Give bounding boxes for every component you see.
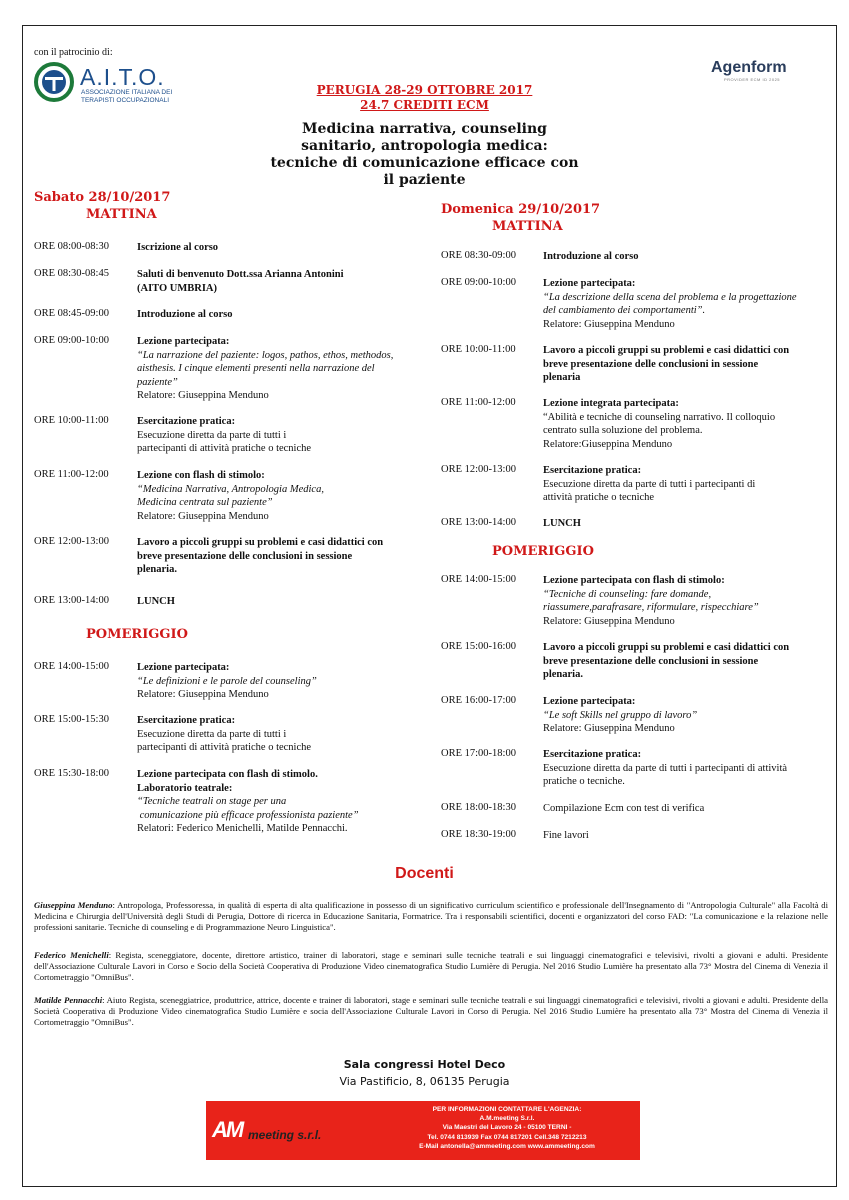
event-date: PERUGIA 28-29 OTTOBRE 2017 [316,83,533,97]
session-time: ORE 09:00-10:00 [34,335,109,346]
session-desc: Iscrizione al corso [137,242,219,253]
session-desc: Esercitazione pratica: Esecuzione diretta da parte di tutti i partecipanti di attività pratiche o tecniche [543,465,756,503]
session-desc: LUNCH [543,518,581,529]
session-time: ORE 08:00-08:30 [34,241,109,252]
session-desc: Introduzione al corso [137,309,233,320]
session-desc: Lezione partecipata: “Le definizioni e le parole del counseling” Relatore: Giuseppina Menduno [137,662,317,700]
session-time: ORE 13:00-14:00 [441,517,516,528]
session-time: ORE 14:00-15:00 [34,661,109,672]
session-desc: Lavoro a piccoli gruppi su problemi e casi didattici con breve presentazione delle conclusioni in sessione plenaria [543,345,790,383]
session-time: ORE 10:00-11:00 [441,344,516,355]
session-desc: Lavoro a piccoli gruppi su problemi e casi didattici con breve presentazione delle conclusioni in sessione plenaria. [543,642,790,680]
session-time: ORE 09:00-10:00 [441,277,516,288]
bio-menichelli: Federico Menichelli: Regista, sceneggiatore, docente, direttore artistico, trainer di laboratori, stage e seminari sulle tecniche teatrali e sui linguaggi cinematografici e televisivi, rivolti a giovani e adulti. Presidente dell'Associazione Culturale Lavori in Corso e Socio della Società Cooperativa di Produzione Video cinematografica Studio Lumière di Perugia. Nel 2016 Studio Lumière ha presentato alla 73° Mostra del Cinema di Venezia il Cortometraggio "OmniBus". [34,950,828,983]
session-time: ORE 17:00-18:00 [441,748,516,759]
ecm-credits: 24.7 CREDITI ECM [360,98,489,112]
session-time: ORE 18:00-18:30 [441,802,516,813]
venue-name: Sala congressi Hotel Deco [343,1058,506,1071]
am-logo: AM [212,1117,243,1142]
session-desc: Esercitazione pratica: Esecuzione diretta da parte di tutti i partecipanti di attività pratiche o tecniche [137,416,312,454]
session-desc: Saluti di benvenuto Dott.ssa Arianna Antonini (AITO UMBRIA) [137,269,344,294]
venue-address: Via Pastificio, 8, 06135 Perugia [339,1075,510,1088]
session-time: ORE 08:30-08:45 [34,268,109,279]
bio-menduno: Giuseppina Menduno: Antropologa, Professoressa, in qualità di esperta di alta qualificazione in possesso di un significativo curriculum scientifico e professionale dell'Insegnamento di "Antropologia Culturale" alla Facoltà di Medicina e Chirurgia dell'Università degli Studi di Perugia, Dottore di ricerca in Educazione Sanitaria, Formatrice. Tra i responsabili scientifici, docenti e organizzatori del corso FAD: "La comunicazione e la relazione nelle professioni sanitarie. Tecniche di counseling e di Programmazione Neuro Linguistica". [34,900,828,933]
session-desc: Lezione partecipata: “La descrizione della scena del problema e la progettazione del cambiamento dei comportamenti”. Relatore: Giuseppina Menduno [543,278,797,330]
session-desc: LUNCH [137,596,175,607]
session-desc: Lezione partecipata con flash di stimolo: “Tecniche di counseling: fare domande, riassumere,parafrasare, riformulare, rispecchiare” Relatore: Giuseppina Menduno [543,575,759,627]
am-logo-text: meeting s.r.l. [248,1128,322,1142]
session-desc: Fine lavori [543,830,589,841]
session-desc: Esercitazione pratica: Esecuzione diretta da parte di tutti i partecipanti di attività pratiche o tecniche. [543,749,788,787]
sunday-morning-heading: MATTINA [492,219,563,234]
aito-name: A.I.T.O. [80,64,165,90]
session-time: ORE 13:00-14:00 [34,595,109,606]
session-desc: Lavoro a piccoli gruppi su problemi e casi didattici con breve presentazione delle conclusioni in sessione plenaria. [137,537,384,575]
session-time: ORE 18:30-19:00 [441,829,516,840]
session-desc: Lezione partecipata con flash di stimolo. Laboratorio teatrale: “Tecniche teatrali on stage per una comunicazione più efficace professionista paziente” Relatori: Federico Menichelli, Matilde Pennacchi. [137,769,359,834]
session-desc: Compilazione Ecm con test di verifica [543,803,705,814]
saturday-afternoon-heading: POMERIGGIO [86,627,188,642]
session-time: ORE 10:00-11:00 [34,415,109,426]
session-time: ORE 08:30-09:00 [441,250,516,261]
session-desc: Esercitazione pratica: Esecuzione diretta da parte di tutti i partecipanti di attività pratiche o tecniche [137,715,312,753]
agenform-subtitle: PROVIDER ECM ID 2025 [724,77,781,82]
session-time: ORE 15:30-18:00 [34,768,109,779]
saturday-heading: Sabato 28/10/2017 [34,190,171,205]
aito-subtitle: ASSOCIAZIONE ITALIANA DEI TERAPISTI OCCUPAZIONALI [81,89,173,104]
session-desc: Lezione integrata partecipata: “Abilità e tecniche di counseling narrativo. Il colloquio centrato sulla soluzione del problema. Relatore:Giuseppina Menduno [543,398,776,450]
docenti-heading: Docenti [395,865,454,882]
session-time: ORE 08:45-09:00 [34,308,109,319]
session-time: ORE 16:00-17:00 [441,695,516,706]
session-time: ORE 12:00-13:00 [34,536,109,547]
bio-pennacchi: Matilde Pennacchi: Aiuto Regista, sceneggiatrice, produttrice, attrice, docente e trainer di laboratori, stage e seminari sulle tecniche teatrali e sui linguaggi cinematografici e televisivi, rivolti a giovani e adulti. Presidente della Società Cooperativa di Produzione Video cinematografica Studio Lumière e socia dell'Associazione Culturale Lavori in Corso di Perugia. Nel 2016 Studio Lumière ha presentato alla 73° Mostra del Cinema di Venezia il Cortometraggio "OmniBus". [34,995,828,1028]
session-desc: Lezione partecipata: “La narrazione del paziente: logos, pathos, ethos, methodos, aisthesis. I cinque elementi presenti nella narrazione del paziente” Relatore: Giuseppina Menduno [137,336,394,401]
sunday-afternoon-heading: POMERIGGIO [492,544,594,559]
saturday-morning-heading: MATTINA [86,207,157,222]
session-time: ORE 15:00-15:30 [34,714,109,725]
course-title: Medicina narrativa, counseling sanitario, antropologia medica: tecniche di comunicazione efficace con il paziente [270,121,579,188]
agenform-logo: Agenform [711,59,787,76]
session-desc: Lezione partecipata: “Le soft Skills nel gruppo di lavoro” Relatore: Giuseppina Menduno [543,696,698,734]
sunday-heading: Domenica 29/10/2017 [441,202,601,217]
session-time: ORE 15:00-16:00 [441,641,516,652]
session-desc: Lezione con flash di stimolo: “Medicina Narrativa, Antropologia Medica, Medicina centrata sul paziente” Relatore: Giuseppina Menduno [137,470,324,522]
session-time: ORE 11:00-12:00 [441,397,516,408]
session-time: ORE 11:00-12:00 [34,469,109,480]
patronage-label: con il patrocinio di: [34,47,113,58]
session-time: ORE 12:00-13:00 [441,464,516,475]
agency-banner [206,1101,640,1160]
agency-contacts: PER INFORMAZIONI CONTATTARE L'AGENZIA: A.M.meeting S.r.l. Via Maestri del Lavoro 24 - 05100 TERNI - Tel. 0744 813939 Fax 0744 817201 Cell.348 7212213 E-Mail antonella@ammeeting.com www.ammeeting.com [419,1106,595,1150]
session-desc: Introduzione al corso [543,251,639,262]
session-time: ORE 14:00-15:00 [441,574,516,585]
